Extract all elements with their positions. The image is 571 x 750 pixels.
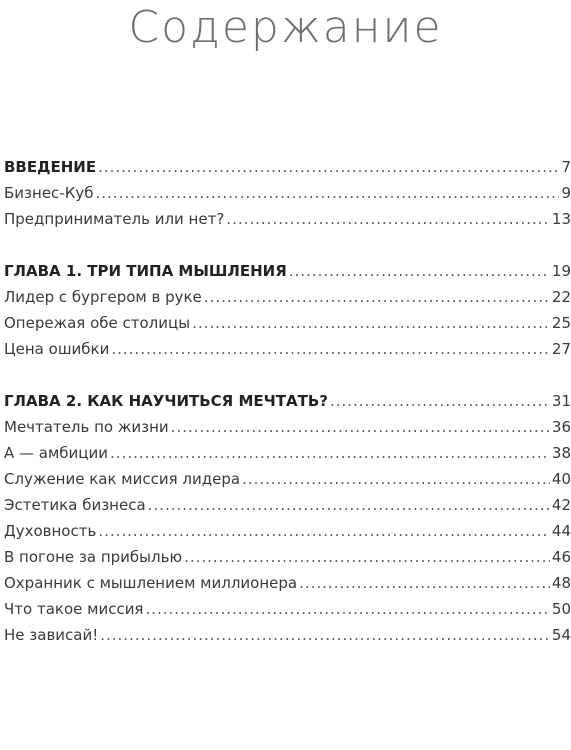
toc-entry-label: Цена ошибки bbox=[4, 340, 110, 358]
toc-entry-label: А — амбиции bbox=[4, 444, 109, 462]
toc-entry[interactable] bbox=[4, 180, 571, 206]
toc-entry-label: Эстетика бизнеса bbox=[4, 496, 146, 514]
toc-entry[interactable] bbox=[4, 466, 571, 492]
page-title: Содержание bbox=[128, 2, 443, 53]
toc-entry[interactable] bbox=[4, 440, 571, 466]
toc-entry-label: Не зависай! bbox=[4, 626, 99, 644]
toc-entry[interactable] bbox=[4, 596, 571, 622]
toc-entry[interactable] bbox=[4, 336, 571, 362]
toc-entry-page-number: 36 bbox=[551, 418, 571, 436]
toc-entry-chapter[interactable] bbox=[4, 154, 571, 180]
dot-leader bbox=[192, 310, 550, 336]
toc-entry-page-number: 27 bbox=[551, 340, 571, 358]
toc-entry-label: Мечтатель по жизни bbox=[4, 418, 169, 436]
toc-entry[interactable] bbox=[4, 544, 571, 570]
dot-leader bbox=[96, 180, 560, 206]
toc-entry-label: ВВЕДЕНИЕ bbox=[4, 158, 97, 176]
dot-leader bbox=[289, 258, 550, 284]
toc-entry-page-number: 42 bbox=[551, 496, 571, 514]
dot-leader bbox=[148, 492, 550, 518]
toc-entry-label: В погоне за прибылью bbox=[4, 548, 183, 566]
toc-entry-label: Духовность bbox=[4, 522, 97, 540]
toc-section-chapter-2 bbox=[4, 388, 571, 648]
toc-entry-label: ГЛАВА 1. ТРИ ТИПА МЫШЛЕНИЯ bbox=[4, 262, 287, 280]
toc-entry-page-number: 54 bbox=[551, 626, 571, 644]
toc-entry-label: ГЛАВА 2. КАК НАУЧИТЬСЯ МЕЧТАТЬ? bbox=[4, 392, 328, 410]
toc-entry-label: Бизнес-Куб bbox=[4, 184, 94, 202]
toc-entry-page-number: 13 bbox=[551, 210, 571, 228]
dot-leader bbox=[110, 440, 550, 466]
toc-entry[interactable] bbox=[4, 310, 571, 336]
toc-entry[interactable] bbox=[4, 622, 571, 648]
dot-leader bbox=[330, 388, 550, 414]
dot-leader bbox=[299, 570, 550, 596]
toc-entry[interactable] bbox=[4, 414, 571, 440]
toc-entry-label: Опережая обе столицы bbox=[4, 314, 191, 332]
dot-leader bbox=[111, 336, 550, 362]
dot-leader bbox=[98, 154, 559, 180]
toc-entry-page-number: 44 bbox=[551, 522, 571, 540]
dot-leader bbox=[204, 284, 550, 310]
toc-entry[interactable] bbox=[4, 206, 571, 232]
dot-leader bbox=[145, 596, 549, 622]
toc-entry[interactable] bbox=[4, 284, 571, 310]
toc-entry-label: Что такое миссия bbox=[4, 600, 144, 618]
toc-entry[interactable] bbox=[4, 518, 571, 544]
dot-leader bbox=[226, 206, 550, 232]
dot-leader bbox=[242, 466, 550, 492]
toc-section-introduction bbox=[4, 154, 571, 232]
toc-entry-page-number: 40 bbox=[551, 470, 571, 488]
toc-entry-page-number: 38 bbox=[551, 444, 571, 462]
toc-entry-page-number: 22 bbox=[551, 288, 571, 306]
dot-leader bbox=[98, 518, 550, 544]
table-of-contents bbox=[4, 154, 571, 648]
toc-entry[interactable] bbox=[4, 492, 571, 518]
toc-entry-page-number: 50 bbox=[551, 600, 571, 618]
dot-leader bbox=[100, 622, 550, 648]
toc-entry-chapter[interactable] bbox=[4, 388, 571, 414]
toc-entry-label: Служение как миссия лидера bbox=[4, 470, 241, 488]
toc-entry-page-number: 7 bbox=[561, 158, 571, 176]
dot-leader bbox=[184, 544, 550, 570]
toc-entry-page-number: 9 bbox=[561, 184, 571, 202]
toc-section-chapter-1 bbox=[4, 258, 571, 362]
toc-entry-label: Охранник с мышлением миллионера bbox=[4, 574, 298, 592]
toc-entry-label: Лидер с бургером в руке bbox=[4, 288, 202, 306]
toc-entry-page-number: 48 bbox=[551, 574, 571, 592]
toc-entry-page-number: 19 bbox=[551, 262, 571, 280]
toc-entry-page-number: 25 bbox=[551, 314, 571, 332]
toc-entry-page-number: 46 bbox=[551, 548, 571, 566]
toc-entry-label: Предприниматель или нет? bbox=[4, 210, 225, 228]
dot-leader bbox=[171, 414, 550, 440]
toc-entry[interactable] bbox=[4, 570, 571, 596]
toc-entry-chapter[interactable] bbox=[4, 258, 571, 284]
toc-entry-page-number: 31 bbox=[551, 392, 571, 410]
